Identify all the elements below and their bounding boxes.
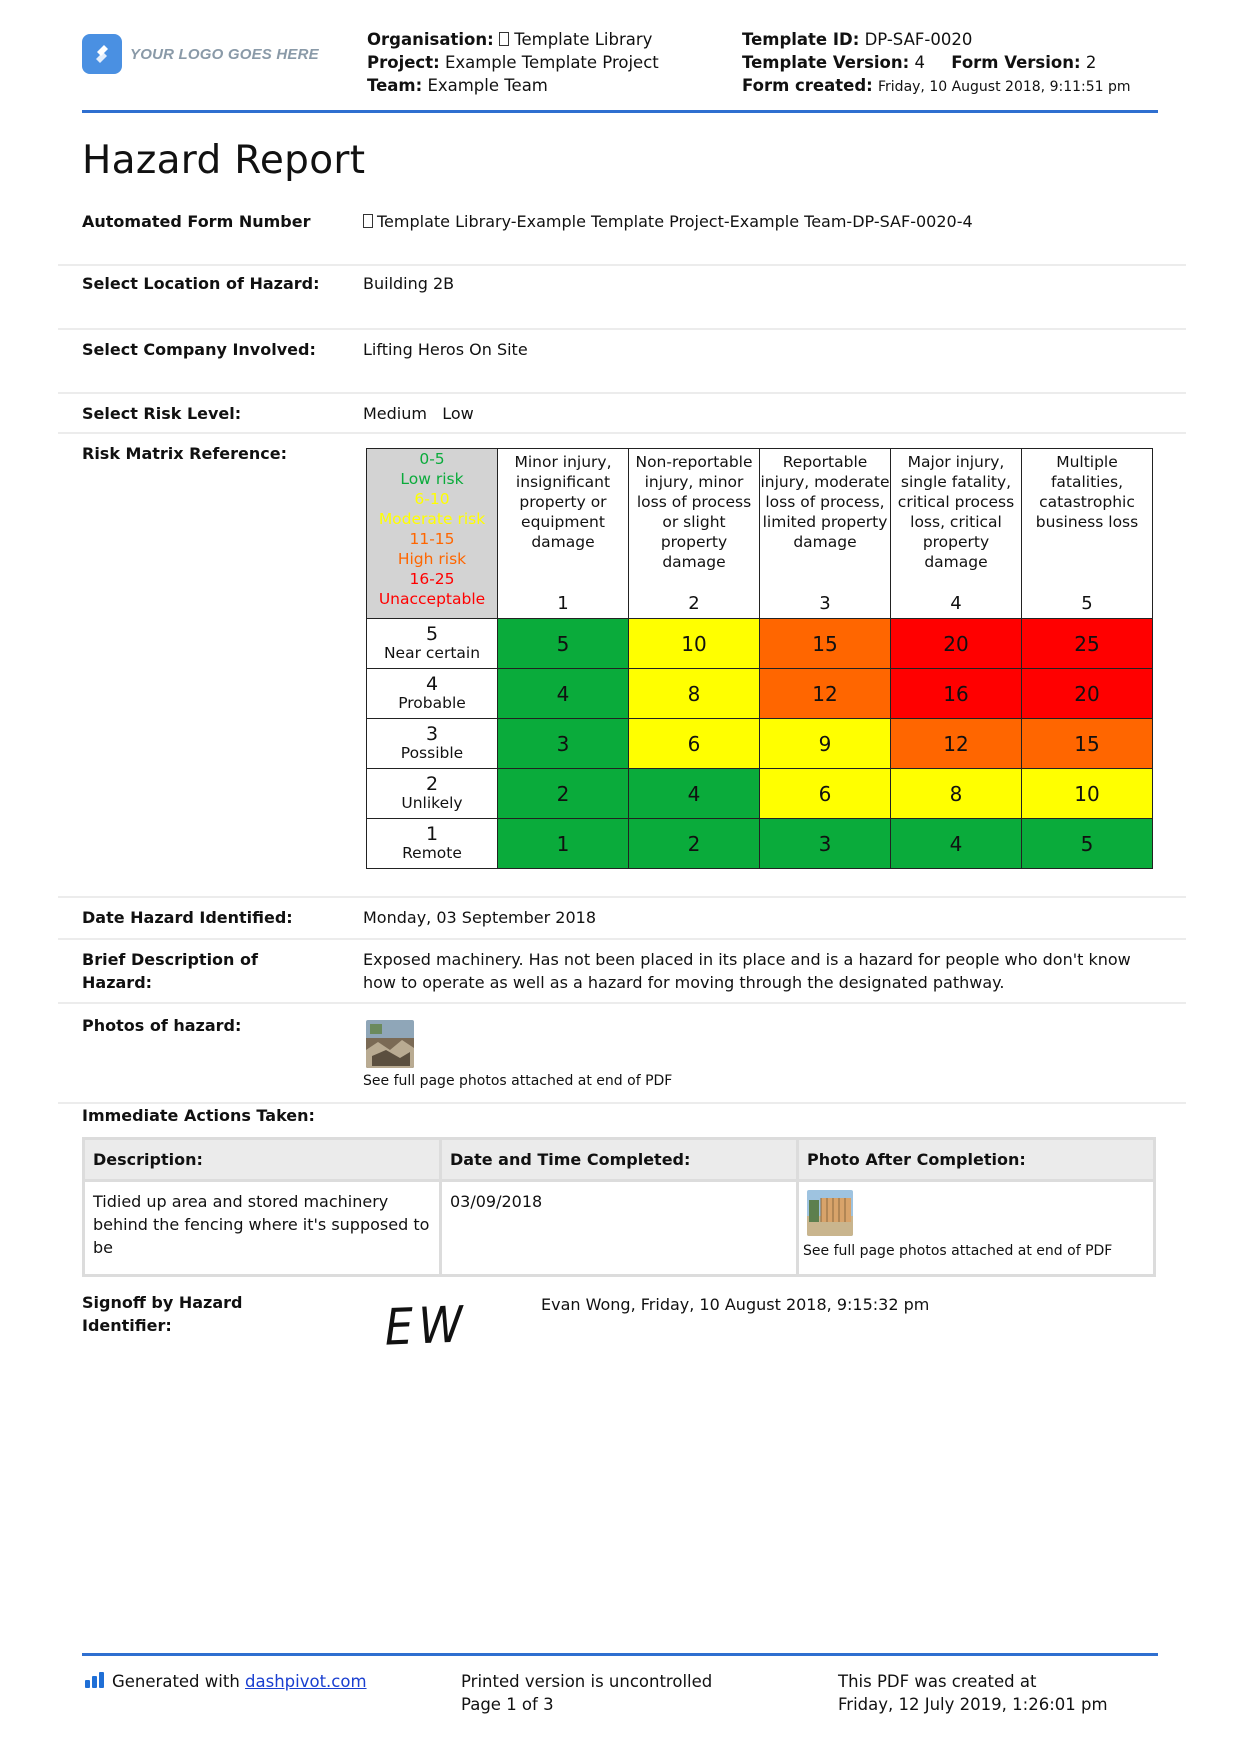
risk-score-cell: 15 bbox=[760, 619, 891, 669]
date-label: Date Hazard Identified: bbox=[82, 908, 293, 927]
risk-score-cell: 2 bbox=[498, 769, 629, 819]
consequence-header bbox=[498, 449, 629, 619]
consequence-text: Major injury, single fatality, critical process loss, critical property damage bbox=[897, 453, 1015, 571]
risk-score-cell: 4 bbox=[498, 669, 629, 719]
consequence-header bbox=[629, 449, 760, 619]
risk-score-cell: 12 bbox=[760, 669, 891, 719]
project-value: Example Template Project bbox=[444, 53, 659, 72]
description-label: Brief Description of Hazard: bbox=[82, 950, 258, 992]
risk-score-cell: 25 bbox=[1022, 619, 1153, 669]
template-version-value: 4 bbox=[914, 53, 925, 72]
project-label: Project: bbox=[367, 53, 440, 72]
likelihood-number: 1 bbox=[425, 822, 439, 845]
action-photo-cell bbox=[798, 1181, 1155, 1276]
team-value: Example Team bbox=[427, 76, 548, 95]
likelihood-header bbox=[367, 619, 498, 669]
action-photo-note: See full page photos attached at end of PDF bbox=[803, 1243, 1113, 1259]
form-created-value: Friday, 10 August 2018, 9:11:51 pm bbox=[878, 79, 1131, 95]
footer-divider bbox=[82, 1653, 1158, 1656]
company-row bbox=[58, 330, 1186, 394]
risk-matrix-label: Risk Matrix Reference: bbox=[82, 444, 288, 463]
risk-score-cell: 12 bbox=[891, 719, 1022, 769]
photos-row bbox=[58, 1004, 1186, 1104]
form-number-value bbox=[363, 210, 973, 233]
form-version-label: Form Version: bbox=[951, 53, 1081, 72]
actions-header-row bbox=[84, 1139, 1155, 1181]
date-value: Monday, 03 September 2018 bbox=[363, 908, 597, 927]
consequence-number: 4 bbox=[950, 593, 962, 614]
footer-uncontrolled bbox=[461, 1670, 712, 1716]
dashpivot-link[interactable]: dashpivot.com bbox=[245, 1672, 367, 1691]
consequence-number: 2 bbox=[688, 593, 700, 614]
document-icon bbox=[499, 32, 509, 46]
risk-score-cell: 8 bbox=[629, 669, 760, 719]
template-id-value: DP-SAF-0020 bbox=[864, 30, 973, 49]
logo-text: YOUR LOGO GOES HERE bbox=[130, 45, 319, 63]
risk-score-cell: 5 bbox=[1022, 819, 1153, 869]
company-value: Lifting Heros On Site bbox=[363, 340, 528, 359]
consequence-number: 5 bbox=[1081, 593, 1093, 614]
likelihood-label: Near certain bbox=[383, 643, 481, 662]
risk-score-cell: 3 bbox=[760, 819, 891, 869]
actions-label: Immediate Actions Taken: bbox=[82, 1106, 315, 1125]
description-value: Exposed machinery. Has not been placed in its place and is a hazard for people who don't know how to operate as well as a hazard for moving through the designated pathway. bbox=[363, 950, 1131, 992]
action-description: Tidied up area and stored machinery behind the fencing where it's supposed to be bbox=[84, 1181, 441, 1276]
risk-legend bbox=[367, 449, 498, 619]
consequence-header bbox=[891, 449, 1022, 619]
likelihood-label: Probable bbox=[398, 693, 466, 712]
page-number: Page 1 of 3 bbox=[461, 1695, 554, 1714]
likelihood-header bbox=[367, 769, 498, 819]
legend-item: Moderate risk bbox=[378, 510, 486, 528]
actions-col-date: Date and Time Completed: bbox=[441, 1139, 798, 1181]
footer-generated bbox=[84, 1670, 367, 1695]
page-title: Hazard Report bbox=[82, 138, 366, 183]
consequence-number: 3 bbox=[819, 593, 831, 614]
risk-level-row bbox=[58, 394, 1186, 434]
created-line-1: This PDF was created at bbox=[838, 1672, 1037, 1691]
uncontrolled-text: Printed version is uncontrolled bbox=[461, 1672, 713, 1691]
risk-score-cell: 10 bbox=[1022, 769, 1153, 819]
template-id-label: Template ID: bbox=[742, 30, 860, 49]
description-row bbox=[58, 940, 1186, 1004]
chart-bars-icon bbox=[84, 1671, 106, 1695]
organisation-label: Organisation: bbox=[367, 30, 494, 49]
likelihood-row bbox=[367, 669, 1153, 719]
footer-created bbox=[838, 1670, 1108, 1716]
consequence-number: 1 bbox=[557, 593, 569, 614]
consequence-text: Multiple fatalities, catastrophic business loss bbox=[1035, 453, 1139, 531]
risk-score-cell: 4 bbox=[629, 769, 760, 819]
likelihood-header bbox=[367, 669, 498, 719]
hazard-photo-thumbnail[interactable] bbox=[366, 1020, 414, 1068]
actions-col-description: Description: bbox=[84, 1139, 441, 1181]
organisation-value: Template Library bbox=[514, 30, 653, 49]
form-created-label: Form created: bbox=[742, 76, 873, 95]
risk-score-cell: 2 bbox=[629, 819, 760, 869]
likelihood-label: Possible bbox=[400, 743, 464, 762]
risk-score-cell: 5 bbox=[498, 619, 629, 669]
risk-level-value: Medium Low bbox=[363, 404, 474, 423]
signoff-value: Evan Wong, Friday, 10 August 2018, 9:15:32 pm bbox=[541, 1295, 930, 1314]
likelihood-label: Unlikely bbox=[401, 793, 463, 812]
risk-score-cell: 20 bbox=[1022, 669, 1153, 719]
risk-score-cell: 10 bbox=[629, 619, 760, 669]
legend-item: 11-15 bbox=[409, 530, 455, 548]
likelihood-header bbox=[367, 719, 498, 769]
table-row bbox=[84, 1181, 1155, 1276]
likelihood-number: 4 bbox=[425, 672, 439, 695]
likelihood-row bbox=[367, 619, 1153, 669]
actions-table bbox=[82, 1137, 1156, 1277]
action-date: 03/09/2018 bbox=[441, 1181, 798, 1276]
photos-note: See full page photos attached at end of PDF bbox=[363, 1073, 673, 1089]
document-icon bbox=[363, 214, 373, 228]
consequence-text: Reportable injury, moderate loss of process, limited property damage bbox=[760, 453, 890, 551]
risk-level-label: Select Risk Level: bbox=[82, 404, 242, 423]
signoff-label: Signoff by Hazard Identifier: bbox=[82, 1293, 243, 1335]
likelihood-row bbox=[367, 719, 1153, 769]
consequence-text: Minor injury, insignificant property or equipment damage bbox=[514, 453, 612, 551]
company-logo bbox=[82, 34, 319, 74]
consequence-header bbox=[760, 449, 891, 619]
likelihood-row bbox=[367, 769, 1153, 819]
legend-item: 6-10 bbox=[414, 490, 450, 508]
risk-score-cell: 6 bbox=[760, 769, 891, 819]
risk-score-cell: 6 bbox=[629, 719, 760, 769]
likelihood-number: 3 bbox=[425, 722, 439, 745]
legend-item: Low risk bbox=[400, 470, 464, 488]
legend-item: Unacceptable bbox=[378, 590, 486, 608]
location-row bbox=[58, 266, 1186, 330]
risk-score-cell: 1 bbox=[498, 819, 629, 869]
created-line-2: Friday, 12 July 2019, 1:26:01 pm bbox=[838, 1695, 1108, 1714]
risk-score-cell: 4 bbox=[891, 819, 1022, 869]
risk-score-cell: 15 bbox=[1022, 719, 1153, 769]
team-label: Team: bbox=[367, 76, 423, 95]
legend-item: 0-5 bbox=[419, 450, 445, 468]
likelihood-number: 2 bbox=[425, 772, 439, 795]
risk-score-cell: 3 bbox=[498, 719, 629, 769]
date-row bbox=[58, 898, 1186, 940]
company-label: Select Company Involved: bbox=[82, 340, 316, 359]
risk-matrix-table bbox=[366, 448, 1153, 869]
likelihood-row bbox=[367, 819, 1153, 869]
risk-score-cell: 9 bbox=[760, 719, 891, 769]
risk-score-cell: 8 bbox=[891, 769, 1022, 819]
likelihood-header bbox=[367, 819, 498, 869]
page-header bbox=[82, 28, 1162, 112]
actions-col-photo: Photo After Completion: bbox=[798, 1139, 1155, 1181]
header-project-info bbox=[367, 28, 659, 97]
photos-label: Photos of hazard: bbox=[82, 1016, 242, 1035]
form-number-label: Automated Form Number bbox=[82, 212, 311, 231]
risk-score-cell: 16 bbox=[891, 669, 1022, 719]
legend-item: 16-25 bbox=[409, 570, 455, 588]
consequence-text: Non-reportable injury, minor loss of process or slight property damage bbox=[635, 453, 753, 571]
form-number-row bbox=[58, 206, 1186, 266]
location-value: Building 2B bbox=[363, 274, 455, 293]
likelihood-number: 5 bbox=[425, 622, 439, 645]
logo-icon bbox=[82, 34, 122, 74]
location-label: Select Location of Hazard: bbox=[82, 274, 320, 293]
risk-score-cell: 20 bbox=[891, 619, 1022, 669]
template-version-label: Template Version: bbox=[742, 53, 910, 72]
likelihood-label: Remote bbox=[402, 843, 462, 862]
form-version-value: 2 bbox=[1085, 53, 1097, 72]
signature: EW bbox=[383, 1295, 470, 1357]
form-number-text: Template Library-Example Template Project-Example Team-DP-SAF-0020-4 bbox=[377, 212, 973, 231]
legend-item: High risk bbox=[397, 550, 467, 568]
consequence-header bbox=[1022, 449, 1153, 619]
generated-prefix: Generated with bbox=[112, 1672, 246, 1691]
header-template-info bbox=[742, 28, 1131, 99]
header-divider bbox=[82, 110, 1158, 113]
completion-photo-thumbnail[interactable] bbox=[807, 1190, 1149, 1236]
